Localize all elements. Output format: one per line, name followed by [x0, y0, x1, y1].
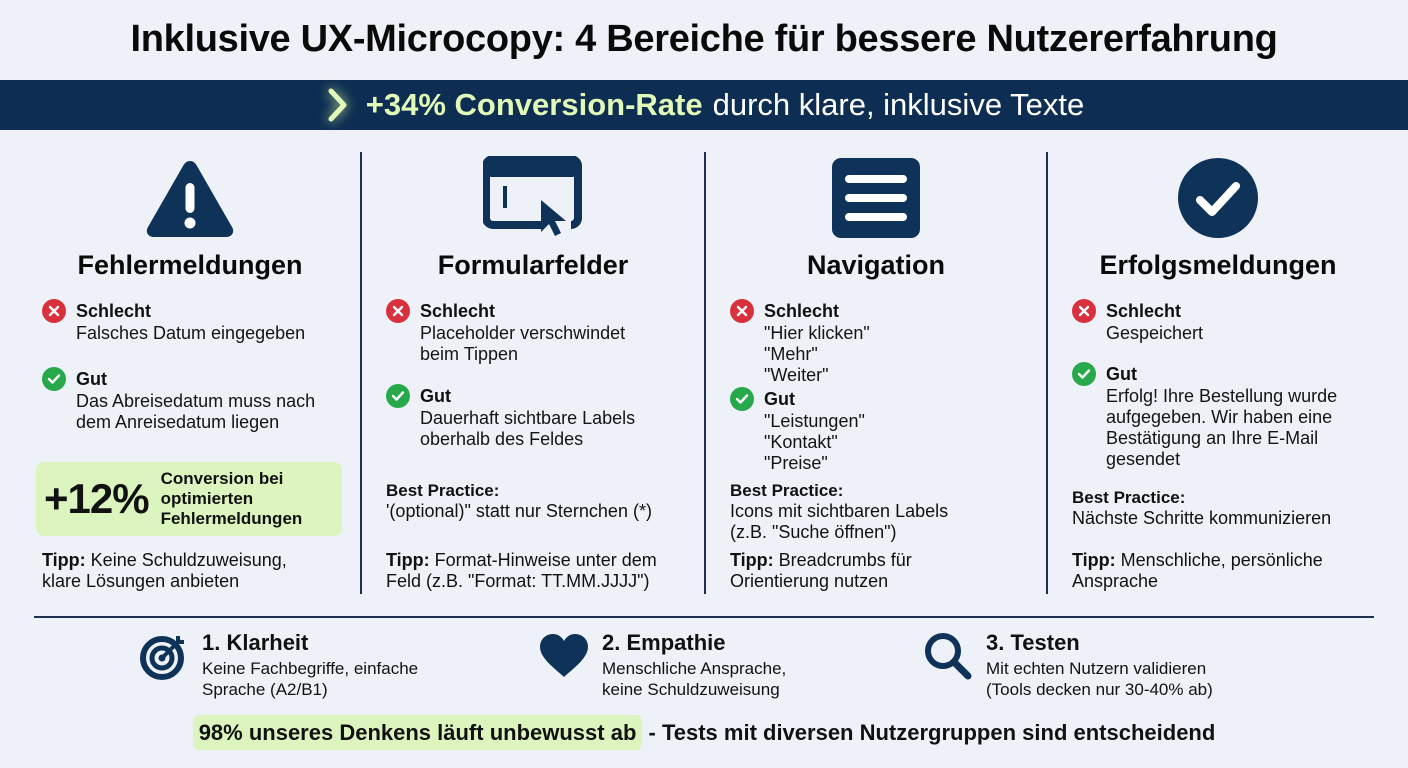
best-practice-text: (z.B. "Suche öffnen") — [730, 522, 897, 542]
bad-text: Placeholder verschwindet — [420, 323, 626, 343]
tipp-text: Format-Hinweise unter dem — [434, 550, 657, 570]
bad-label: Schlecht — [420, 301, 496, 321]
warning-triangle-icon — [20, 154, 360, 242]
tipp — [730, 550, 1070, 592]
bad-text: beim Tippen — [420, 344, 519, 364]
column-navigation — [706, 150, 1046, 595]
x-circle-icon — [1072, 299, 1096, 323]
tipp-label: Tipp: — [386, 550, 430, 570]
bad-example — [730, 300, 1070, 386]
good-text: "Leistungen" — [764, 411, 865, 431]
check-circle-small-icon — [42, 367, 66, 391]
good-example — [1072, 363, 1408, 470]
tipp — [1072, 550, 1408, 592]
tipp-text: Feld (z.B. "Format: TT.MM.JJJJ") — [386, 571, 650, 591]
column-title: Fehlermeldungen — [77, 250, 303, 280]
form-field-cursor-icon — [362, 154, 704, 242]
good-text: Das Abreisedatum muss nach — [76, 391, 316, 411]
tipp-text: Orientierung nutzen — [730, 571, 889, 591]
good-example — [42, 368, 382, 433]
best-practice-text: Icons mit sichtbaren Labels — [730, 501, 949, 521]
stat-label: optimierten — [160, 489, 254, 508]
conversion-banner — [0, 80, 1408, 130]
check-circle-small-icon — [1072, 362, 1096, 386]
bad-label: Schlecht — [764, 301, 840, 321]
bad-label: Schlecht — [1106, 301, 1182, 321]
good-label: Gut — [420, 386, 451, 406]
good-text: "Kontakt" — [764, 432, 838, 452]
tipp-label: Tipp: — [1072, 550, 1116, 570]
tipp-text: klare Lösungen anbieten — [42, 571, 240, 591]
stat-box — [36, 462, 342, 536]
section-divider — [34, 616, 1374, 618]
best-practice — [386, 480, 728, 522]
good-text: Dauerhaft sichtbare Labels — [420, 408, 636, 428]
heart-icon — [538, 630, 590, 682]
banner-highlight: +34% Conversion-Rate — [365, 87, 703, 122]
tipp-text: Menschliche, persönliche — [1120, 550, 1323, 570]
target-icon — [138, 630, 190, 682]
principle-text: Keine Fachbegriffe, einfache — [202, 659, 419, 678]
principle-empathie — [538, 630, 786, 700]
bad-example — [386, 300, 728, 365]
column-title: Formularfelder — [437, 250, 629, 280]
principle-text: Menschliche Ansprache, — [602, 659, 787, 678]
bad-label: Schlecht — [76, 301, 152, 321]
footer-highlight: 98% unseres Denkens läuft unbewusst ab — [193, 715, 643, 750]
principle-title: 2. Empathie — [602, 630, 726, 655]
tipp-text: Ansprache — [1072, 571, 1159, 591]
banner-text: durch klare, inklusive Texte — [712, 87, 1085, 122]
stat-label: Conversion bei — [160, 469, 284, 488]
chevron-right-icon — [324, 85, 352, 125]
column-title: Navigation — [806, 250, 946, 280]
best-practice-label: Best Practice: — [1072, 488, 1186, 507]
stat-label: Fehlermeldungen — [160, 509, 303, 528]
principle-klarheit — [138, 630, 418, 700]
principle-title: 1. Klarheit — [202, 630, 309, 655]
check-circle-small-icon — [730, 387, 754, 411]
check-circle-icon — [1048, 154, 1388, 242]
tipp-label: Tipp: — [42, 550, 86, 570]
x-circle-icon — [730, 299, 754, 323]
best-practice-label: Best Practice: — [730, 481, 844, 500]
tipp-label: Tipp: — [730, 550, 774, 570]
good-label: Gut — [76, 369, 107, 389]
bad-text: "Hier klicken" — [764, 323, 870, 343]
good-text: gesendet — [1106, 449, 1181, 469]
principle-testen — [922, 630, 1213, 700]
menu-icon — [706, 154, 1046, 242]
search-icon — [922, 630, 974, 682]
principle-text: Mit echten Nutzern validieren — [986, 659, 1207, 678]
best-practice-text: Nächste Schritte kommunizieren — [1072, 508, 1332, 528]
bad-text: Falsches Datum eingegeben — [76, 323, 306, 343]
tipp-text: Breadcrumbs für — [778, 550, 912, 570]
principle-text: keine Schuldzuweisung — [602, 680, 780, 699]
bad-text: "Weiter" — [764, 365, 829, 385]
bad-example — [1072, 300, 1408, 344]
good-text: Erfolg! Ihre Bestellung wurde — [1106, 386, 1338, 406]
column-formularfelder — [362, 150, 704, 595]
tipp — [42, 550, 352, 592]
column-erfolgsmeldungen — [1048, 150, 1388, 595]
good-text: "Preise" — [764, 453, 828, 473]
best-practice — [730, 480, 1070, 543]
good-label: Gut — [764, 389, 795, 409]
principle-text: (Tools decken nur 30-40% ab) — [986, 680, 1213, 699]
tipp — [386, 550, 728, 592]
good-text: aufgegeben. Wir haben eine — [1106, 407, 1333, 427]
best-practice-label: Best Practice: — [386, 481, 500, 500]
good-example — [386, 385, 728, 450]
tipp-text: Keine Schuldzuweisung, — [90, 550, 287, 570]
good-text: Bestätigung an Ihre E-Mail — [1106, 428, 1319, 448]
good-text: oberhalb des Feldes — [420, 429, 584, 449]
principle-title: 3. Testen — [986, 630, 1080, 655]
good-text: dem Anreisedatum liegen — [76, 412, 280, 432]
good-label: Gut — [1106, 364, 1137, 384]
good-example — [730, 388, 1070, 474]
principle-text: Sprache (A2/B1) — [202, 680, 328, 699]
bad-example — [42, 300, 382, 344]
best-practice-text: '(optional)" statt nur Sternchen (*) — [386, 501, 652, 521]
x-circle-icon — [386, 299, 410, 323]
bad-text: Gespeichert — [1106, 323, 1204, 343]
footer-text: - Tests mit diversen Nutzergruppen sind entscheidend — [642, 720, 1216, 745]
page-title: Inklusive UX-Microcopy: 4 Bereiche für bessere Nutzererfahrung — [130, 18, 1278, 60]
best-practice — [1072, 487, 1408, 529]
column-title: Erfolgsmeldungen — [1099, 250, 1337, 280]
stat-value: +12% — [44, 475, 149, 522]
bad-text: "Mehr" — [764, 344, 818, 364]
check-circle-small-icon — [386, 384, 410, 408]
x-circle-icon — [42, 299, 66, 323]
footer-statement — [0, 720, 1408, 746]
